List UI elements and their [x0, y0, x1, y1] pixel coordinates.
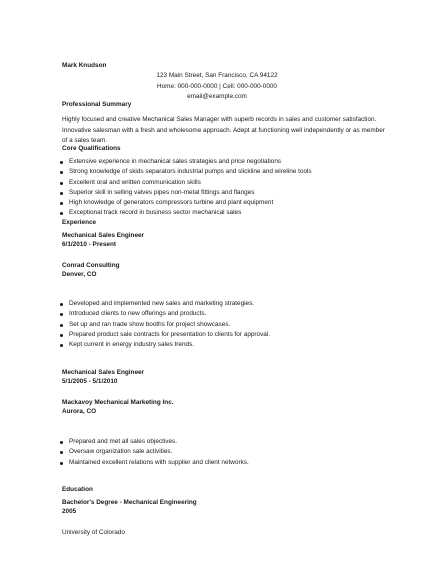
education-degree: Bachelor's Degree - Mechanical Engineering: [62, 499, 197, 506]
summary-heading: Professional Summary: [62, 101, 132, 108]
resume-name: Mark Knudson: [62, 62, 107, 69]
education-heading: Education: [62, 486, 93, 493]
job-location: Aurora, CO: [62, 408, 97, 415]
list-item: Kept current in energy industry sales trends.: [58, 341, 270, 351]
contact-address: 123 Main Street, San Francisco, CA 94122: [156, 72, 278, 79]
job-dates: 6/1/2010 - Present: [62, 241, 116, 248]
education-year: 2005: [62, 508, 77, 515]
list-item: High knowledge of generators compressors turbine and plant equipment: [58, 199, 312, 209]
job-dates: 5/1/2005 - 5/1/2010: [62, 378, 118, 385]
contact-email: email@example.com: [187, 93, 247, 100]
qualifications-list: [58, 158, 312, 220]
list-item: Oversaw organization sale activities.: [58, 448, 249, 458]
list-item: Developed and implemented new sales and marketing strategies.: [58, 300, 270, 310]
education-school: University of Colorado: [62, 529, 125, 536]
list-item: Prepared and met all sales objectives.: [58, 438, 249, 448]
job-location: Denver, CO: [62, 271, 97, 278]
contact-phones: Home: 000-000-0000 | Cell: 000-000-0000: [157, 82, 277, 90]
job-duties-list: [58, 438, 249, 469]
list-item: Exceptional track record in business sector mechanical sales: [58, 209, 312, 219]
experience-heading: Experience: [62, 219, 97, 226]
list-item: Prepared product sale contracts for presentation to clients for approval.: [58, 331, 270, 341]
list-item: Superior skill in selling valves pipes non-metal fittings and flanges: [58, 189, 312, 199]
list-item: Maintained excellent relations with supplier and client networks.: [58, 459, 249, 469]
list-item: Strong knowledge of skids separators industrial pumps and slickline and wireline tools: [58, 168, 312, 178]
list-item: Excellent oral and written communication skills: [58, 179, 312, 189]
summary-text: Highly focused and creative Mechanical Sales Manager with superb records in sales and customer satisfaction. Innovative salesman with a fresh and wholesome approach. Adept at functioning well independently or as member of a sales team.: [62, 116, 385, 144]
job-duties-list: [58, 300, 270, 351]
list-item: Introduced clients to new offerings and products.: [58, 310, 270, 320]
list-item: Set up and ran trade show booths for project showcases.: [58, 321, 270, 331]
job-company: Mackavoy Mechanical Marketing Inc.: [62, 399, 174, 406]
qualifications-heading: Core Qualifications: [62, 145, 121, 152]
job-title: Mechanical Sales Engineer: [62, 369, 145, 376]
job-title: Mechanical Sales Engineer: [62, 232, 145, 239]
list-item: Extensive experience in mechanical sales strategies and price negotiations: [58, 158, 312, 168]
job-company: Conrad Consulting: [62, 262, 120, 269]
